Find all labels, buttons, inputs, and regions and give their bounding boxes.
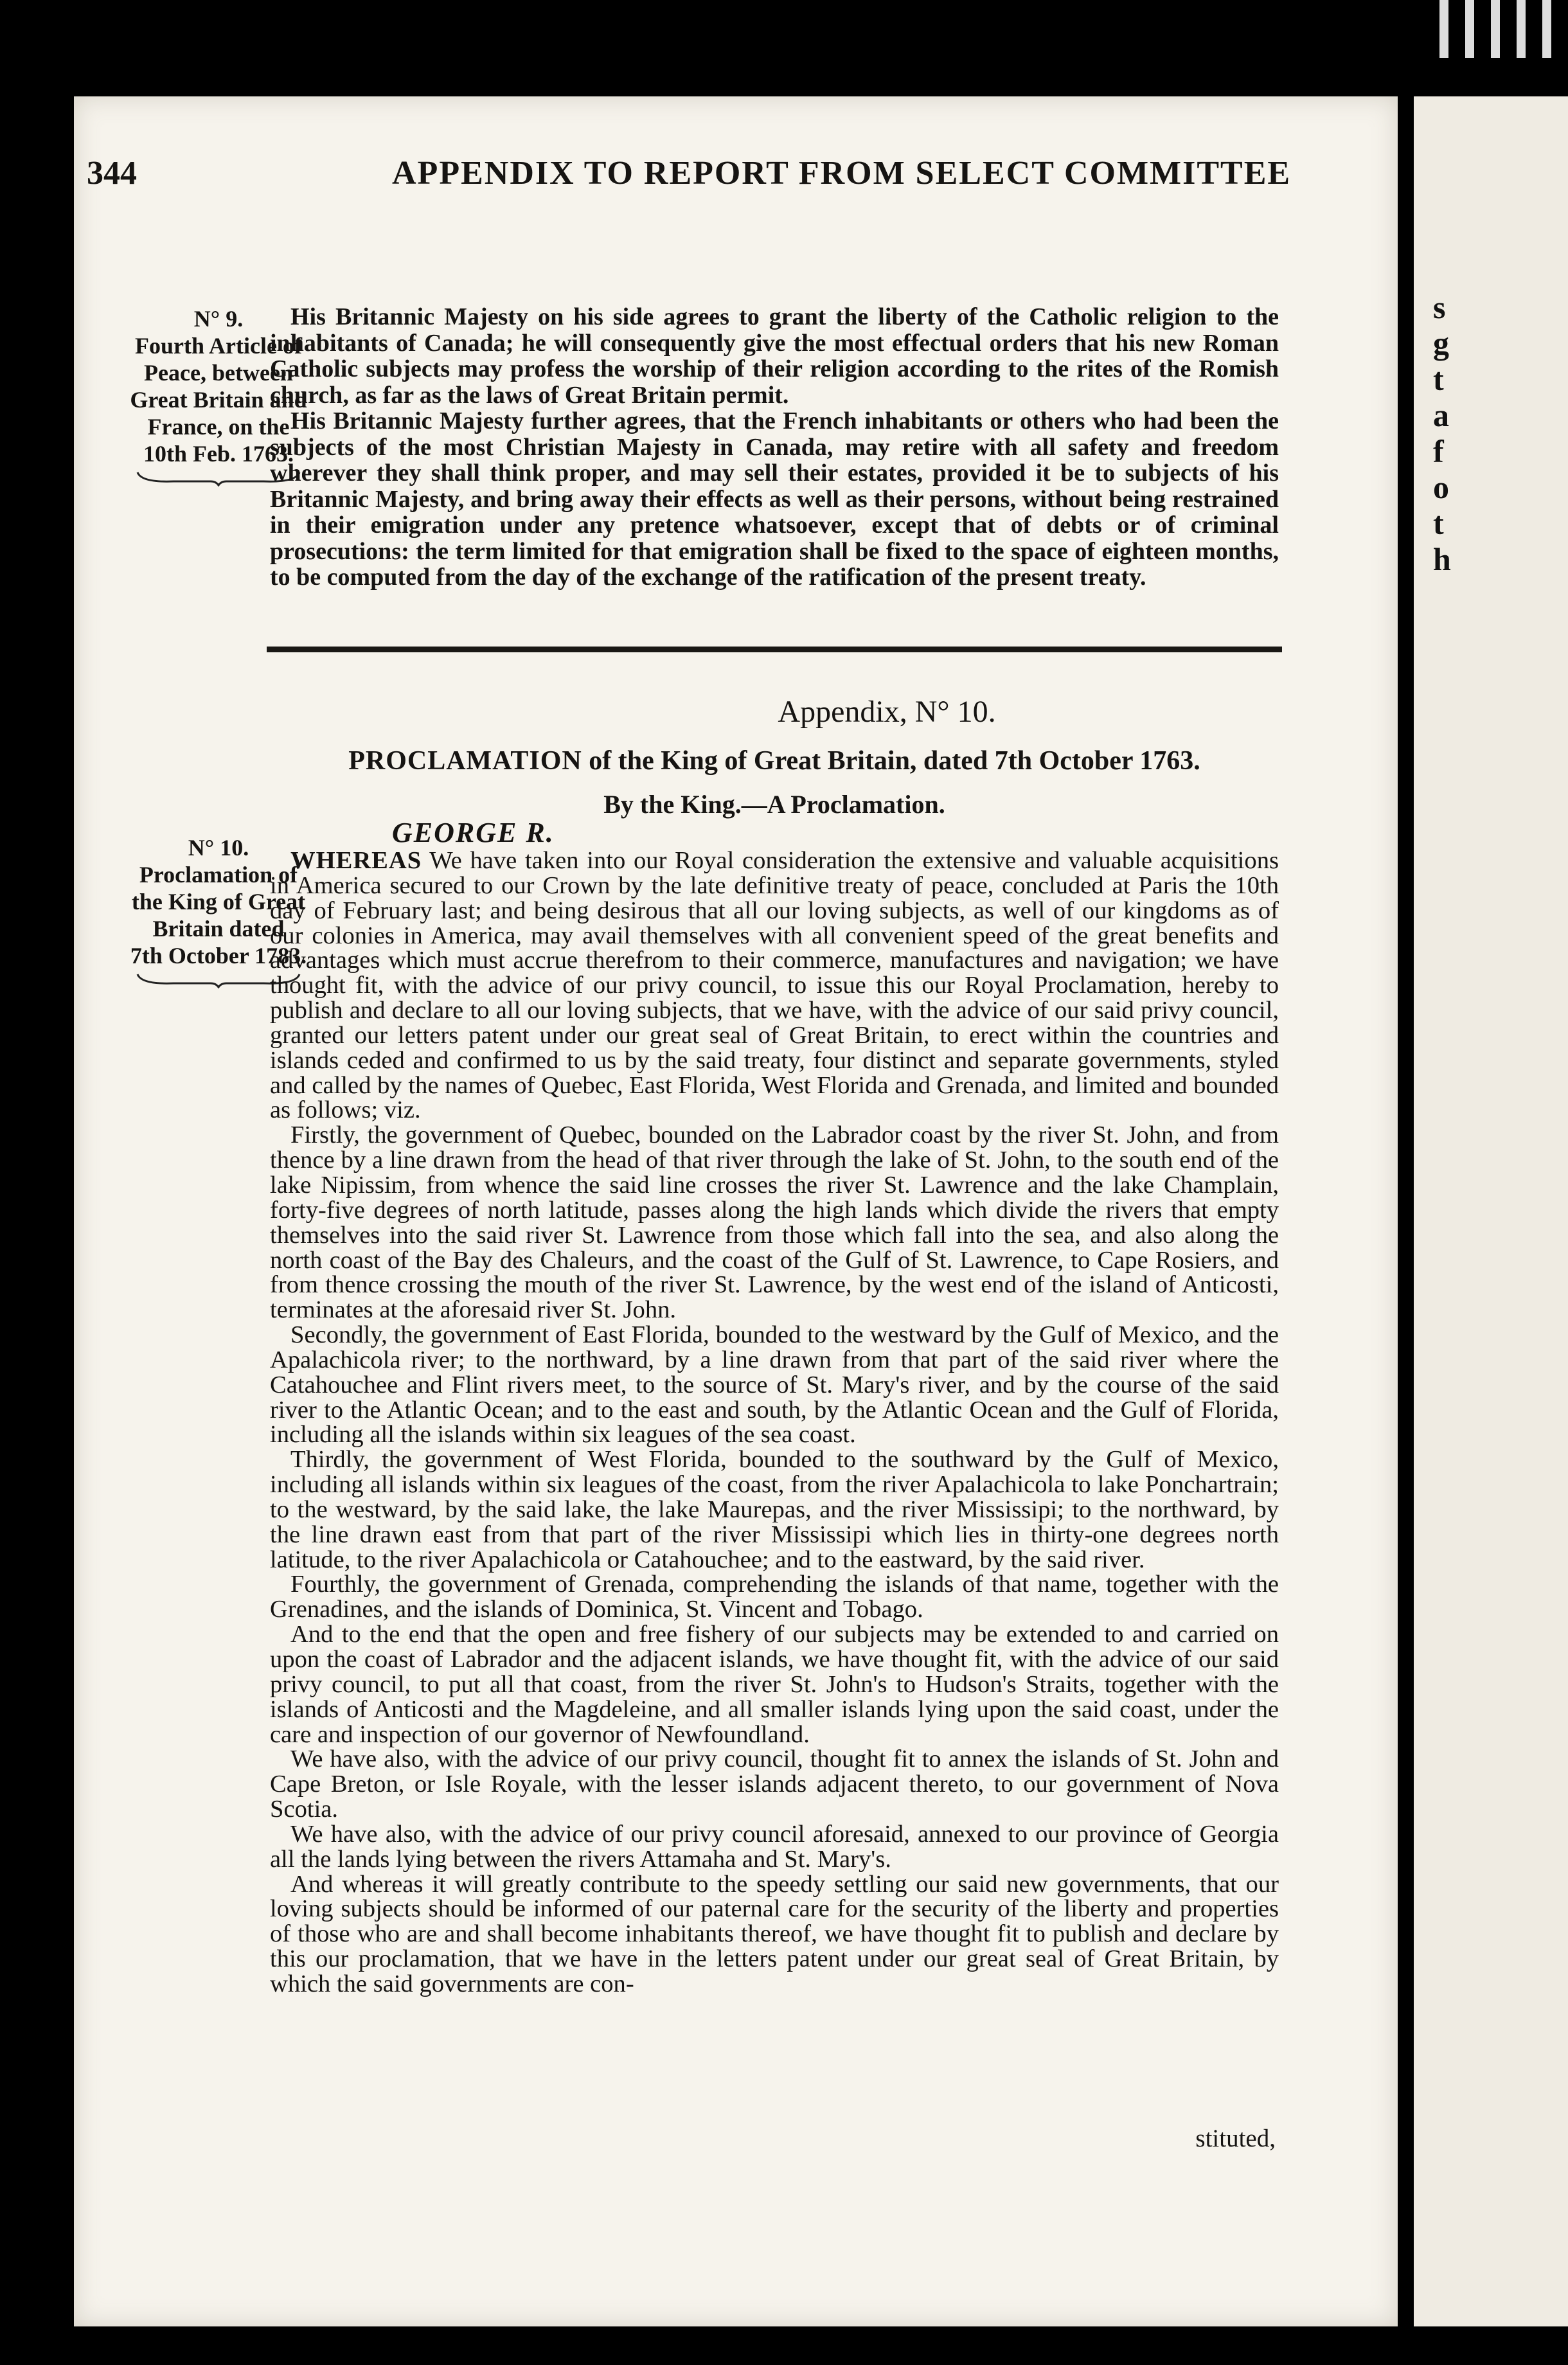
section-rule [267,647,1282,652]
treaty-article-text [270,304,1279,591]
proclamation-paragraph: Fourthly, the government of Grenada, comprehending the islands of that name, together with the Grenadines, and the islands of Dominica, St. Vincent and Tobago. [270,1571,1279,1623]
margin-note-line: Proclamation of [139,862,298,888]
proclamation-paragraph: Thirdly, the government of West Florida, bounded to the southward by the Gulf of Mexico, including all islands within six leagues of the coast, from the river Apalachicola to lake Ponchartrain; to the westward, by the said lake, the lake Maurepas, and the river Mississipi; to the northward, by the line drawn east from that part of the river Mississipi which lies in thirty-one degrees north latitude, to the river Apalachicola or Catahouchee; and to the eastward, by the said river. [270,1446,1279,1573]
edge-letter: g [1433,325,1449,361]
appendix-title-text: Appendix, N° 10. [778,695,996,729]
scan-edge-marks [1414,0,1568,58]
proclamation-paragraph: And whereas it will greatly contribute to the speedy settling our said new governments, that our loving subjects should be informed of our paternal care for the security of the liberty and properties of those who are and shall become inhabitants thereof, we have thought fit to publish and declare by this our proclamation, that we have in the letters patent under our great seal of Great Britain, by which the said governments are con- [270,1870,1279,1997]
edge-letter: a [1433,397,1449,433]
whereas-word: WHEREAS [290,847,422,874]
proclamation-paragraph: And to the end that the open and free fishery of our subjects may be extended to and carried on upon the coast of Labrador and the adjacent islands, we have thought fit, with the advice of our said privy council, to put all that coast, from the river St. John's to Hudson's Straits, together with the islands of Anticosti and the Magdeleine, and all smaller islands lying upon the said coast, under the care and inspection of our governor of Newfoundland. [270,1621,1279,1748]
royal-signature: GEORGE R. [392,817,555,848]
running-head: APPENDIX TO REPORT FROM SELECT COMMITTEE [392,155,1292,192]
edge-letter: t [1433,505,1444,541]
proclamation-word: PROCLAMATION [348,746,582,776]
edge-letter: f [1433,433,1444,469]
edge-letter: h [1433,541,1451,577]
proclamation-body [270,848,1279,1997]
proclamation-heading-rest: of the King of Great Britain, dated 7th October 1763. [589,746,1200,776]
proclamation-heading [270,745,1279,776]
margin-note-line: Fourth Article of [135,333,302,359]
margin-note-number: N° 9. [193,306,244,332]
article-paragraph: His Britannic Majesty on his side agrees to grant the liberty of the Catholic religion to the inhabitants of Canada; he will consequently give the most effectual orders that his new Roman Catholic subjects may profess the worship of their religion according to the rites of the Romish church, as far as the laws of Great Britain permit. [270,303,1279,409]
adjacent-page-edge [1414,96,1568,2326]
margin-note-line: France, on the [147,414,290,440]
adjacent-page-letters [1433,289,1451,577]
edge-letter: o [1433,469,1449,505]
edge-letter: s [1433,289,1446,325]
page-number: 344 [87,155,137,192]
margin-note-line: Great Britain and [130,387,307,413]
catchword: stituted, [1195,2125,1276,2152]
margin-note-line: 7th October 1783. [130,943,307,968]
margin-note-number: N° 10. [188,835,249,861]
by-the-king-heading: By the King.—A Proclamation. [603,790,945,819]
margin-note-line: Peace, between [144,360,293,386]
edge-letter: t [1433,361,1444,397]
margin-note-line: the King of Great [131,889,306,915]
proclamation-paragraph: We have also, with the advice of our privy council aforesaid, annexed to our province of Georgia all the lands lying between the rivers Attamaha and St. Mary's. [270,1820,1279,1873]
proclamation-paragraph: We have also, with the advice of our privy council, thought fit to annex the islands of St. John and Cape Breton, or Isle Royale, with the lesser islands adjacent thereto, to our government of Nova Scotia. [270,1745,1279,1823]
proclamation-paragraph: Secondly, the government of East Florida, bounded to the westward by the Gulf of Mexico, and the Apalachicola river; to the northward, by a line drawn from that part of the said river where the Catahouchee and Flint rivers meet, to the source of St. Mary's river, and by the course of the said river to the Atlantic Ocean; and to the east and south, by the Atlantic Ocean and the Gulf of Florida, including all the islands within six leagues of the sea coast. [270,1321,1279,1449]
paragraph-text: We have taken into our Royal consideration the extensive and valuable acquisitions in America secured to our Crown by the late definitive treaty of peace, concluded at Paris the 10th day of February last; and being desirous that all our loving subjects, as well of our kingdoms as of our colonies in America, may avail themselves with all convenient speed of the great benefits and advantages which must accrue therefrom to their commerce, manufactures and navigation; we have thought fit, with the advice of our privy council, to issue this our Royal Proclamation, hereby to publish and declare to all our loving subjects, that we have, with the advice of our said privy council, granted our letters patent under our great seal of Great Britain, to erect within the countries and islands ceded and confirmed to us by the said treaty, four distinct and separate governments, styled and called by the names of Quebec, East Florida, West Florida and Grenada, and limited and bounded as follows; viz. [270,847,1279,1124]
proclamation-paragraph: Firstly, the government of Quebec, bounded on the Labrador coast by the river St. John, and from thence by a line drawn from the head of that river through the lake of St. John, to the south end of the lake Nipissim, from whence the said line crosses the river St. Lawrence and the lake Champlain, forty-five degrees of north latitude, passes along the high lands which divide the rivers that empty themselves into the said river St. Lawrence from those which fall into the sea, and also along the north coast of the Bay des Chaleurs, and the coast of the Gulf of St. Lawrence, to Cape Rosiers, and from thence crossing the mouth of the river St. Lawrence, by the west end of the island of Anticosti, terminates at the aforesaid river St. John. [270,1121,1279,1324]
appendix-title [0,694,1568,729]
proclamation-paragraph [270,848,1279,1123]
margin-note-line: Britain dated [152,916,285,942]
margin-note-line: 10th Feb. 1763. [143,441,294,467]
article-paragraph: His Britannic Majesty further agrees, that the French inhabitants or others who had been the subjects of the most Christian Majesty in Canada, may retire with all safety and freedom wherever they shall think proper, and may sell their estates, provided it be to subjects of his Britannic Majesty, and bring away their effects as well as their persons, without being restrained in their emigration under any pretence whatsoever, except that of debts or of criminal prosecutions: the term limited for that emigration shall be fixed to the space of eighteen months, to be computed from the day of the exchange of the ratification of the present treaty. [270,407,1279,591]
